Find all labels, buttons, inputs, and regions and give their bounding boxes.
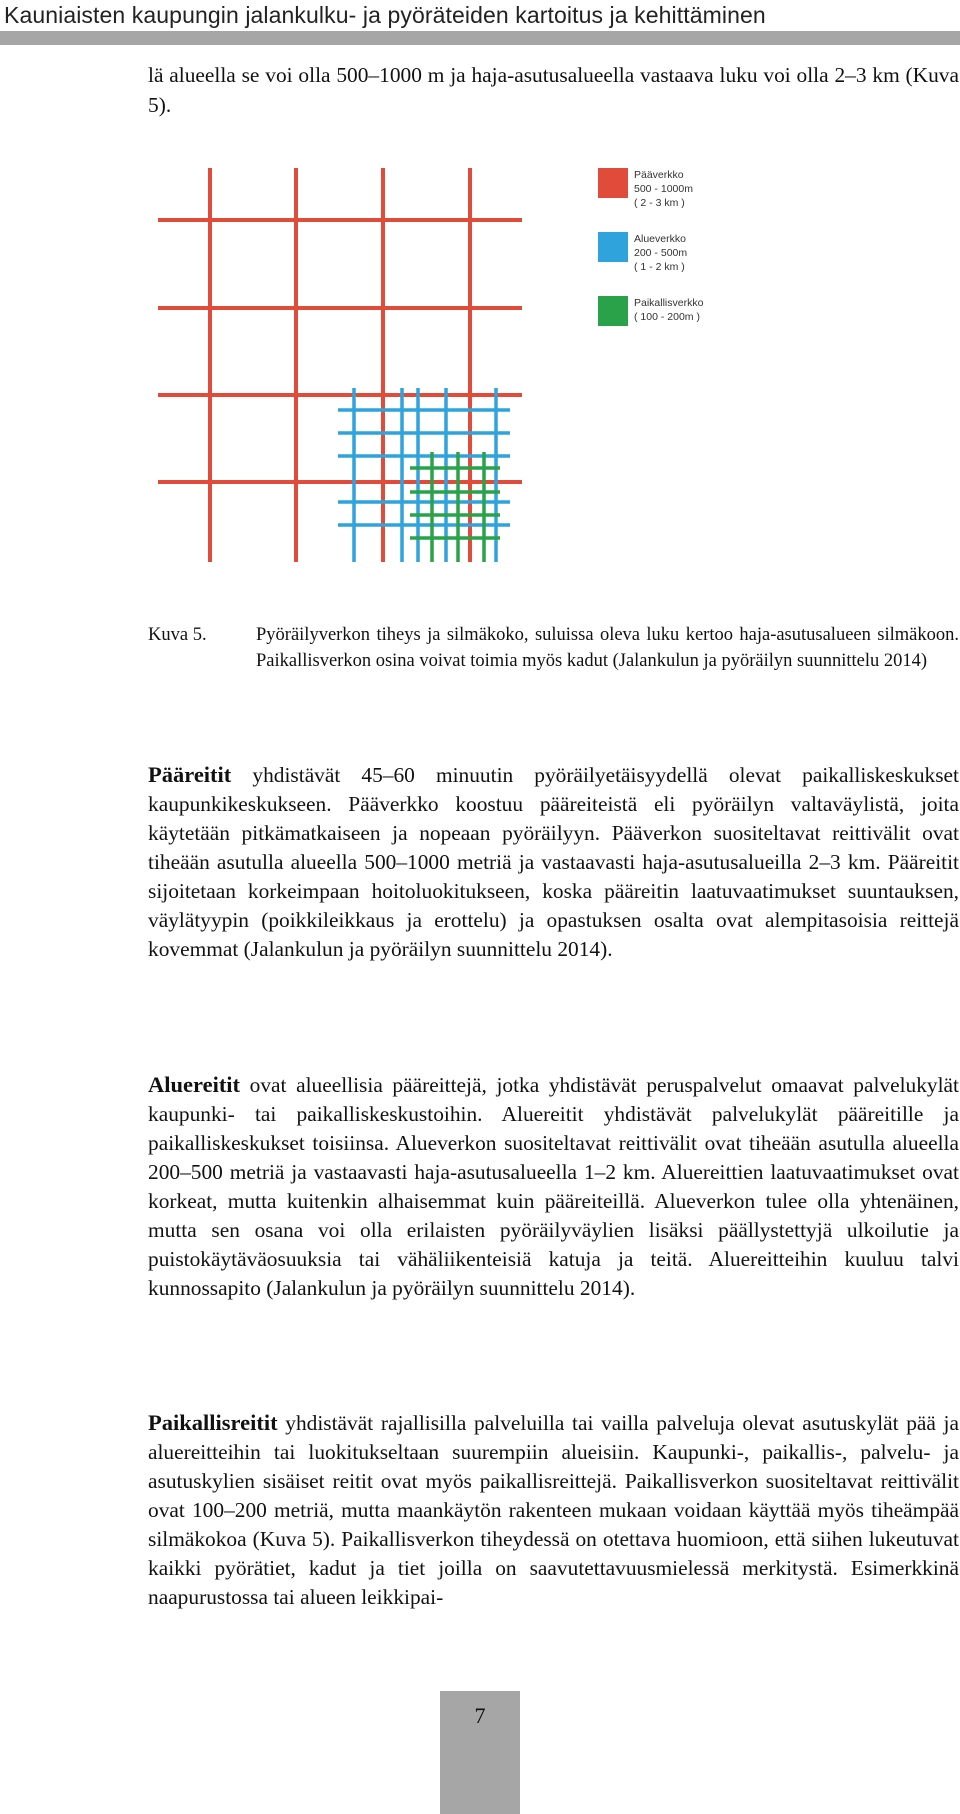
legend-title: Alueverkko [634, 233, 686, 245]
header-rule [0, 31, 960, 45]
section-term: Paikallisreitit [148, 1410, 278, 1435]
page-number-box [440, 1691, 520, 1814]
legend-swatch-local [598, 296, 628, 326]
legend-text-area [634, 232, 687, 274]
local-network-grid [410, 452, 500, 562]
header-title: Kauniaisten kaupungin jalankulku- ja pyöräteiden kartoitus ja kehittäminen [4, 2, 766, 28]
legend-title: Pääverkko [634, 169, 684, 181]
legend-distance: 500 - 1000m [634, 183, 693, 195]
page-number: 7 [474, 1703, 486, 1728]
section-text: ovat alueellisia pääreittejä, jotka yhdistävät peruspalvelut omaavat palvelukylät kaupunki- tai paikalliskeskustoihin. Aluereitit yhdistävät palvelukylät pääreitille ja paikalliskeskukset toisiinsa. Alueverkon suositeltavat reittivälit ovat tiheään asutulla alueella 200–500 metriä ja vastaavasti haja-asutusalueella 1–2 km. Aluereittien laatuvaatimukset ovat korkeat, mutta kuitenkin alhaisemmat kuin pääreiteillä. Alueverkon tulee olla yhtenäinen, mutta sen osana voi olla erilaisten pyöräilyväylien lisäksi päällystettyjä ulkoilutie ja puistokäytäväosuuksia tai vähäliikenteisiä katuja ja teitä. Aluereitteihin kuuluu talvi kunnossapito (Jalankulun ja pyöräilyn suunnittelu 2014). [148, 1073, 959, 1300]
page-header [0, 0, 960, 46]
legend-text-local [634, 296, 703, 324]
legend-swatch-main [598, 168, 628, 198]
section-paikallisreitit [148, 1408, 959, 1612]
legend-title: Paikallisverkko [634, 297, 704, 309]
legend-rural-distance: ( 1 - 2 km ) [634, 261, 685, 273]
legend-distance: 200 - 500m [634, 247, 688, 259]
legend-rural-distance: ( 2 - 3 km ) [634, 197, 685, 209]
intro-paragraph: lä alueella se voi olla 500–1000 m ja haja-asutusalueella vastaava luku voi olla 2–3 km (Kuva 5). [148, 63, 959, 117]
legend-distance: ( 100 - 200m ) [634, 311, 700, 323]
legend-text-main [634, 168, 693, 210]
network-density-figure [148, 150, 738, 590]
section-aluereitit [148, 1070, 959, 1303]
caption-text: Pyöräilyverkon tiheys ja silmäkoko, suluissa oleva luku kertoo haja-asutusalueen silmäkoon. Paikallisverkon osina voivat toimia myös kadut (Jalankulun ja pyöräilyn suunnittelu 2014) [256, 625, 959, 671]
section-text: yhdistävät 45–60 minuutin pyöräilyetäisyydellä olevat paikalliskeskukset kaupunkikeskukseen. Pääverkko koostuu pääreiteistä eli pyöräilyn valtaväylistä, joita käytetään pitkämatkaiseen ja nopeaan pyöräilyyn. Pääverkon suositeltavat reittivälit ovat tiheään asutulla alueella 500–1000 metriä ja vastaavasti haja-asutusalueilla 2–3 km. Pääreitit sijoitetaan korkeimpaan hoitoluokitukseen, koska pääreitin laatuvaatimukset suuntauksen, väylätyypin (poikkileikkaus ja erottelu) ja opastuksen osalta ovat alempitasoisia reittejä kovemmat (Jalankulun ja pyöräilyn suunnittelu 2014). [148, 763, 959, 961]
section-term: Aluereitit [148, 1072, 241, 1097]
legend-swatch-area [598, 232, 628, 262]
section-paaureitit [148, 760, 959, 964]
grid-diagram [148, 150, 598, 590]
caption-label: Kuva 5. [148, 625, 207, 645]
section-term: Pääreitit [148, 762, 232, 787]
section-text: yhdistävät rajallisilla palveluilla tai vailla palveluja olevat asutuskylät pää ja aluereitteihin tai luokitukseltaan suurempiin alueisiin. Kaupunki-, paikallis-, palvelu- ja asutuskylien sisäiset reitit ovat myös paikallisreittejä. Paikallisverkon suositeltavat reittivälit ovat 100–200 metriä, mutta maankäytön rakenteen mukaan voidaan käyttää myös tiheämpää silmäkokoa (Kuva 5). Paikallisverkon tiheydessä on otettava huomioon, että siihen lukeutuvat kaikki pyörätiet, kadut ja tiet joilla on saavutettavuusmielessä merkitystä. Esimerkkinä naapurustossa tai alueen leikkipai- [148, 1411, 959, 1609]
